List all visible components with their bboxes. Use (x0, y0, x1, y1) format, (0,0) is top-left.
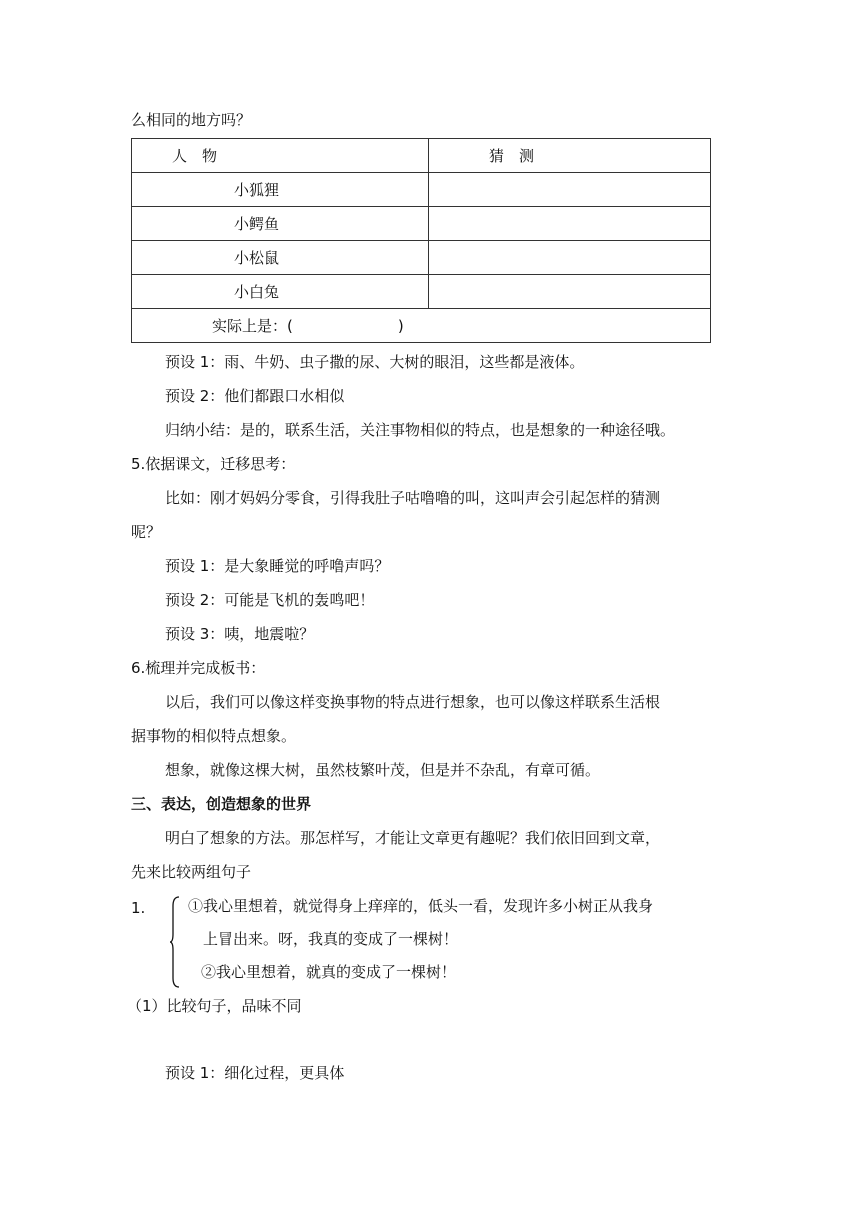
item-number: 1. (131, 899, 146, 917)
method-line-1: 明白了想象的方法。那怎样写，才能让文章更有趣呢？我们依旧回到文章， (165, 829, 661, 847)
sentence-1-line-1: ①我心里想着，就觉得身上痒痒的，低头一看，发现许多小树正从我身 (188, 897, 654, 915)
actual-answer: 实际上是：( ) (132, 309, 711, 343)
row-character: 小鳄鱼 (132, 207, 429, 241)
row-guess-cell (429, 173, 711, 207)
row-character: 小狐狸 (132, 173, 429, 207)
paragraph-line-2: 据事物的相似特点想象。 (131, 727, 297, 745)
intro-line: 么相同的地方吗？ (131, 111, 252, 129)
preset-detail: 预设 1：细化过程，更具体 (165, 1064, 345, 1082)
row-guess-cell (429, 207, 711, 241)
table-row (132, 241, 711, 275)
table-footer-row (132, 309, 711, 343)
preset-2: 预设 2：他们都跟口水相似 (165, 387, 345, 405)
preset-b: 预设 2：可能是飞机的轰鸣吧！ (165, 591, 375, 609)
guess-table (131, 138, 711, 343)
preset-a: 预设 1：是大象睡觉的呼噜声吗？ (165, 557, 390, 575)
method-line-2: 先来比较两组句子 (131, 863, 252, 881)
header-character: 人 物 (132, 139, 429, 173)
tree-paragraph: 想象，就像这棵大树，虽然枝繁叶茂，但是并不杂乱，有章可循。 (165, 761, 601, 779)
table-row (132, 173, 711, 207)
section-heading-3: 三、表达，创造想象的世界 (131, 795, 312, 813)
curly-brace-icon (170, 896, 180, 988)
paragraph-line-1: 以后，我们可以像这样变换事物的特点进行想象，也可以像这样联系生活根 (165, 693, 661, 711)
question-1: （1）比较句子，品味不同 (127, 997, 302, 1015)
summary: 归纳小结：是的，联系生活，关注事物相似的特点，也是想象的一种途径哦。 (165, 421, 676, 439)
row-guess-cell (429, 241, 711, 275)
row-guess-cell (429, 275, 711, 309)
table-header-row (132, 139, 711, 173)
row-character: 小松鼠 (132, 241, 429, 275)
example-line-2: 呢？ (131, 523, 162, 541)
table-row (132, 275, 711, 309)
sentence-1-line-2: 上冒出来。呀，我真的变成了一棵树！ (203, 930, 459, 948)
preset-c: 预设 3：咦，地震啦？ (165, 625, 315, 643)
table-row (132, 207, 711, 241)
row-character: 小白兔 (132, 275, 429, 309)
example-line-1: 比如：刚才妈妈分零食，引得我肚子咕噜噜的叫，这叫声会引起怎样的猜测 (165, 489, 661, 507)
heading-5: 5.依据课文，迁移思考： (131, 455, 296, 473)
heading-6: 6.梳理并完成板书： (131, 659, 266, 677)
sentence-2: ②我心里想着，就真的变成了一棵树！ (201, 963, 457, 981)
header-guess: 猜 测 (429, 139, 711, 173)
preset-1: 预设 1：雨、牛奶、虫子撒的尿、大树的眼泪，这些都是液体。 (165, 353, 585, 371)
